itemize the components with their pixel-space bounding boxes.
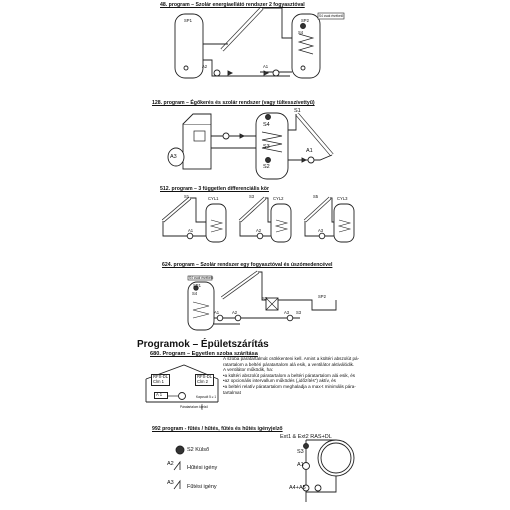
a1-label: A1 <box>263 64 269 69</box>
a3-label: A3 <box>318 228 324 233</box>
s3-label: S3 <box>263 144 270 150</box>
a3-label: A3 <box>284 310 290 315</box>
a1-box: A 1 <box>154 392 168 399</box>
s2-label: S2 <box>262 296 268 301</box>
s3-label: S3 <box>296 310 302 315</box>
heating-demand-label: Fűtési igény <box>187 484 217 490</box>
diagram-680 <box>146 365 218 410</box>
description-line: A szoba páratartalmát csökkenteni kell. Amint a kültéri abszolút pá- <box>223 356 360 361</box>
a3-label: A3 <box>170 154 177 160</box>
description-line: •a beltéri relatív páratartalom meghaladja a max-t minimális pára- <box>223 383 356 389</box>
program-48-title: 48. program – Szolár energiaellátó rendszer 2 fogyasztóval <box>160 2 305 8</box>
s1-label: S1 <box>184 194 190 199</box>
a1-label: A1 <box>306 148 313 154</box>
s4-label: S4 <box>263 122 270 128</box>
a2-label: A2 <box>202 64 208 69</box>
a1-label: A1 <box>214 310 220 315</box>
description-line: A ventilátor működik, ha: <box>223 367 274 373</box>
description-line: •az opcionális intervallum működés („időzítés") aktív, és <box>223 378 336 384</box>
s5-label: S5 <box>313 194 319 199</box>
a2-label: A2 <box>167 461 174 467</box>
diagram-512 <box>163 198 354 242</box>
a1-label: A1 <box>188 228 194 233</box>
a2-label: A2 <box>256 228 262 233</box>
program-680-title: 680. Program – Egyetlen szoba szárítása <box>150 351 258 357</box>
program-624-title: 624. program – Szolár rendszer egy fogyasztóval és úszómedencével <box>162 262 333 268</box>
description-line: ratartalom a beltéri páratartalom alá esik, a ventilátor aktiválódik. <box>223 361 355 367</box>
sensor-note: S4 csak érzékelő <box>189 276 214 280</box>
cyl3-label: CYL3 <box>337 196 348 201</box>
sp1-label: SP1 <box>184 18 192 23</box>
sp2-label: SP2 <box>301 18 309 23</box>
room-note: Páratartalom kijelző <box>180 405 208 409</box>
diagram-48 <box>175 8 344 78</box>
s3-label: S3 <box>249 194 255 199</box>
building-drying-heading: Programok – Épületszárítás <box>137 339 269 350</box>
a3-label: A3 <box>167 480 174 486</box>
outdoor-sensor-box: RFS-DL Clm 1 <box>153 374 169 384</box>
fan-note: Kapcsolt 5 ≥ 1 <box>196 395 217 399</box>
a45-label: A4+A5 <box>289 485 306 491</box>
ext-label: Ext1 & Ext2 RAS+DL <box>280 434 332 440</box>
sp2-label: SP2 <box>318 294 326 299</box>
program-992-title: 992 program - fűtés / hűtés, fűtés és hűtés igényjelző <box>152 426 283 432</box>
description-line: •a kültéri abszolút páratartalom a beltéri páratartalom alá esik, és <box>223 372 356 378</box>
diagram-128 <box>168 113 332 179</box>
a2-label: A2 <box>232 310 238 315</box>
s3-label: S3 <box>297 449 304 455</box>
s4-label: S4 <box>298 30 304 35</box>
program-128-title: 128. program – Égőkerés és szolár rendszer (vagy tültesszívettyű) <box>152 100 315 106</box>
cyl2-label: CYL2 <box>273 196 284 201</box>
s2-outdoor-label: S2 Külső <box>187 447 210 453</box>
s4-label: S4 <box>192 291 198 296</box>
program-512-title: 512. program – 3 független differenciális kör <box>160 186 269 192</box>
a1-label: A1 <box>297 462 304 468</box>
program-680-description <box>223 356 359 395</box>
description-line: tartalmat <box>223 389 241 395</box>
cooling-demand-label: Hűtési igény <box>187 465 218 471</box>
cyl1-label: CYL1 <box>208 196 219 201</box>
diagram-624 <box>188 272 336 330</box>
sp1-label: SP1 <box>193 283 201 288</box>
indoor-sensor-box: RFS-DL Clm 2 <box>197 374 213 384</box>
s2-label: S2 <box>263 164 270 170</box>
sensor-note: S4 csak érzékelő <box>319 14 344 18</box>
s1-label: S1 <box>294 108 301 114</box>
